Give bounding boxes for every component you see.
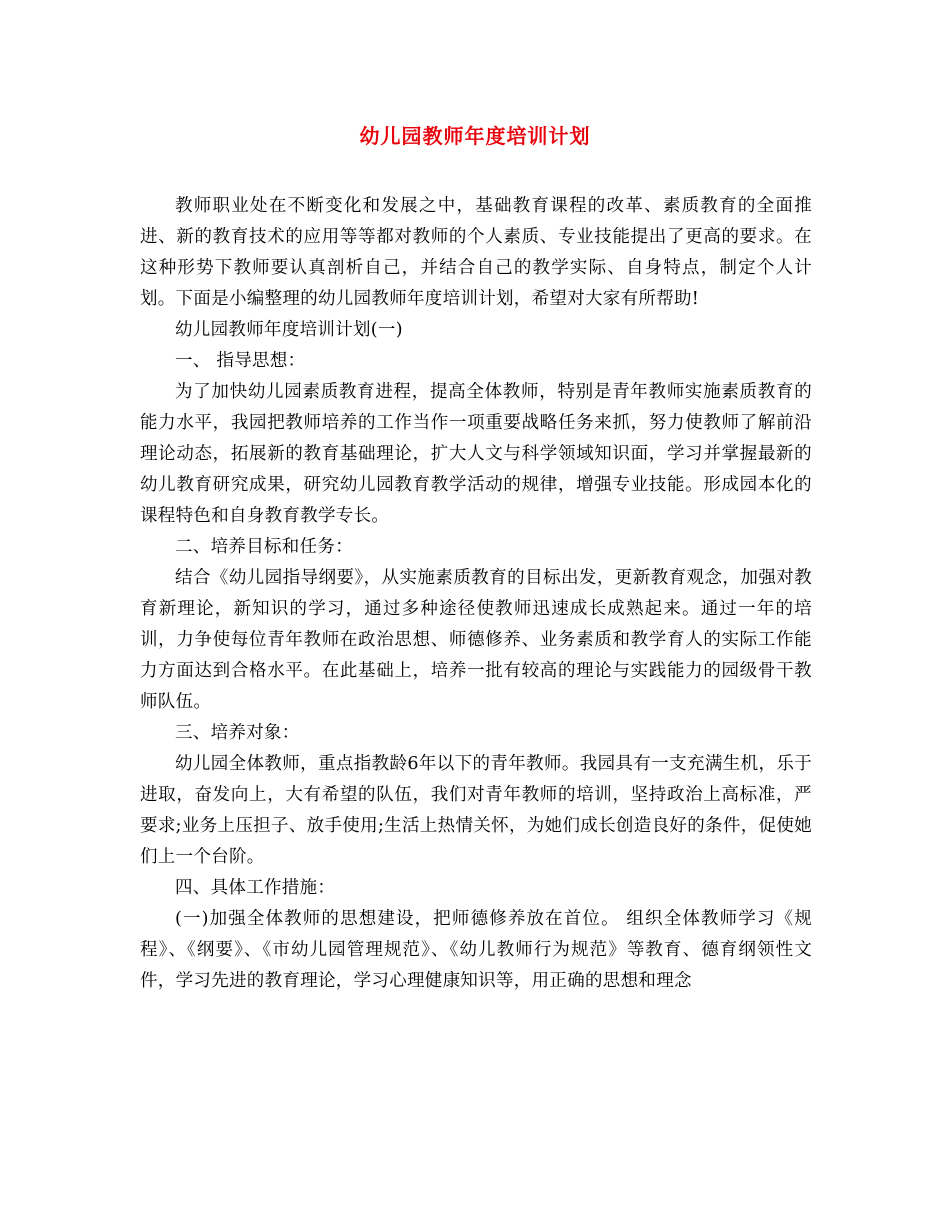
paragraph-goals-tasks: 结合《幼儿园指导纲要》，从实施素质教育的目标出发，更新教育观念，加强对教育新理论，新知识的学习，通过多种途径使教师迅速成长成熟起来。通过一年的培训，力争使每位青年教师在政治思想、师德修养、业务素质和教学育人的实际工作能力方面达到合格水平。在此基础上，培养一批有较高的理论与实践能力的园级骨干教师队伍。 xyxy=(140,568,812,712)
paragraph-work-measures: (一)加强全体教师的思想建设，把师德修养放在首位。 组织全体教师学习《规程》、《纲要》、《市幼儿园管理规范》、《幼儿教师行为规范》等教育、德育纲领性文件，学习先进的教育理论，学习心理健康知识等，用正确的思想和理念 xyxy=(140,909,812,991)
paragraph-guiding-ideology: 为了加快幼儿园素质教育进程，提高全体教师，特别是青年教师实施素质教育的能力水平，我园把教师培养的工作当作一项重要战略任务来抓，努力使教师了解前沿理论动态，拓展新的教育基础理论，扩大人文与科学领域知识面，学习并掌握最新的幼儿教育研究成果，研究幼儿园教育教学活动的规律，增强专业技能。形成园本化的课程特色和自身教育教学专长。 xyxy=(140,382,812,526)
heading-goals-tasks: 二、培养目标和任务： xyxy=(175,537,353,557)
intro-paragraph: 教师职业处在不断变化和发展之中，基础教育课程的改革、素质教育的全面推进、新的教育技术的应用等等都对教师的个人素质、专业技能提出了更高的要求。在这种形势下教师要认真剖析自己，并结合自己的教学实际、自身特点，制定个人计划。下面是小编整理的幼儿园教师年度培训计划，希望对大家有所帮助! xyxy=(140,196,812,309)
document-title: 幼儿园教师年度培训计划 xyxy=(359,124,591,148)
heading-training-targets: 三、培养对象： xyxy=(175,723,300,743)
heading-work-measures: 四、具体工作措施： xyxy=(175,878,336,898)
paragraph-training-targets: 幼儿园全体教师，重点指教龄6年以下的青年教师。我园具有一支充满生机，乐于进取，奋发向上，大有希望的队伍，我们对青年教师的培训，坚持政治上高标准，严要求;业务上压担子、放手使用;生活上热情关怀，为她们成长创造良好的条件，促使她们上一个台阶。 xyxy=(140,754,812,867)
section-heading-plan-one: 幼儿园教师年度培训计划(一) xyxy=(175,320,403,340)
document-body xyxy=(140,191,812,997)
heading-guiding-ideology: 一、 指导思想： xyxy=(175,351,306,371)
